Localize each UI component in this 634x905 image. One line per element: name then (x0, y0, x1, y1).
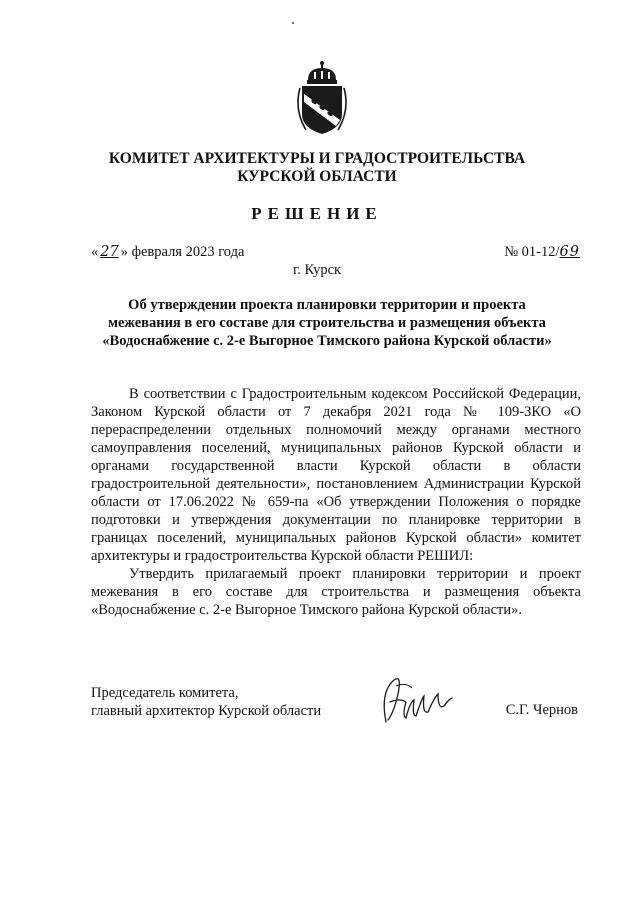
number-handwritten: 69 (559, 244, 580, 260)
scan-mark (292, 22, 294, 24)
coat-of-arms-icon (294, 60, 350, 136)
date-day-handwritten: 27 (100, 244, 119, 260)
body-paragraph-1: В соответствии с Градостроительным кодексом Российской Федерации, Законом Курской области от 7 декабря 2021 года № 109-ЗКО «О перераспределении отдельных полномочий между органами местного самоуправления поселений, муниципальных районов Курской области и органами государственной власти Курской области в области градостроительной деятельности», постановлением Администрации Курской области от 17.06.2022 № 659-па «Об утверждении Положения о порядке подготовки и утверждения документации по планировке территории в границах поселений, муниципальных районов Курской области» комитет архитектуры и градостроительства Курской области РЕШИЛ: (91, 386, 581, 564)
signatory-name: С.Г. Чернов (505, 702, 578, 718)
subject-line1: Об утверждении проекта планировки территории и проекта (128, 297, 526, 313)
subject-line3: «Водоснабжение с. 2-е Выгорное Тимского района Курской области» (102, 333, 552, 349)
document-type-title: РЕШЕНИЕ (251, 204, 383, 223)
position-line1: Председатель комитета, (91, 685, 239, 701)
document-body (91, 385, 581, 619)
date-open-quote: « (91, 244, 99, 260)
signatory-position (91, 684, 321, 720)
organization-name-line2: КУРСКОЙ ОБЛАСТИ (237, 168, 397, 185)
document-subject (80, 296, 574, 350)
organization-name-line1: КОМИТЕТ АРХИТЕКТУРЫ И ГРАДОСТРОИТЕЛЬСТВА (108, 150, 526, 167)
date-month-year: » февраля 2023 года (120, 244, 245, 260)
body-paragraph-2: Утвердить прилагаемый проект планировки территории и проект межевания в его составе для строительства и размещения объекта «Водоснабжение с. 2-е Выгорное Тимского района Курской области». (91, 566, 581, 618)
document-city: г. Курск (292, 262, 342, 278)
document-date (91, 244, 244, 261)
document-number (504, 244, 580, 261)
position-line2: главный архитектор Курской области (91, 703, 322, 719)
number-prefix: № 01-12/ (504, 244, 560, 260)
handwritten-signature (376, 672, 456, 728)
subject-line2: межевания в его составе для строительства и размещения объекта (108, 315, 546, 331)
